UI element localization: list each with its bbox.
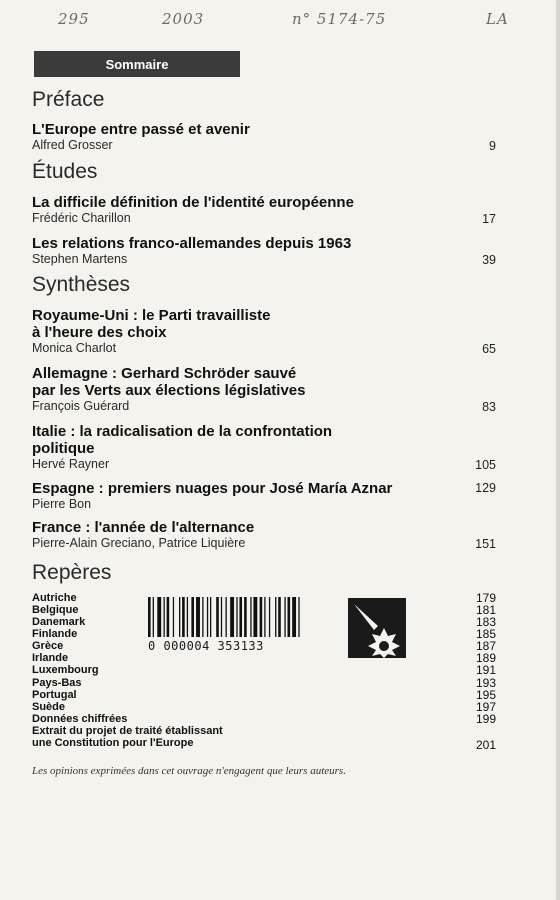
entry-title: Espagne : premiers nuages pour José María Aznar (32, 480, 393, 497)
entry-page: 151 (475, 537, 496, 551)
repere-page: 187 (475, 639, 496, 653)
repere-page: 201 (475, 738, 496, 752)
repere-label: Grèce (32, 640, 64, 652)
entry-author: Pierre-Alain Greciano, Patrice Liquière (32, 536, 246, 550)
footnote: Les opinions exprimées dans cet ouvrage n'engagent que leurs auteurs. (32, 765, 346, 777)
toc-entry[interactable] (32, 519, 496, 551)
entry-title: France : l'année de l'alternance (32, 519, 255, 536)
toc-entry[interactable] (32, 307, 496, 356)
entry-title: L'Europe entre passé et avenir (32, 121, 250, 138)
repere-page: 179 (475, 591, 496, 605)
entry-title-line2: par les Verts aux élections législatives (32, 382, 306, 399)
repere-page: 181 (475, 603, 496, 617)
entry-author: Pierre Bon (32, 497, 92, 511)
toc-entry[interactable] (32, 423, 496, 472)
repere-label: Extrait du projet de traité établissant (32, 725, 223, 737)
entry-page: 83 (482, 400, 496, 414)
handwritten-note-2: 2003 (162, 10, 205, 28)
repere-label: Suède (32, 701, 66, 713)
repere-item[interactable] (32, 689, 496, 701)
entry-page: 105 (475, 458, 496, 472)
entry-title: Royaume-Uni : le Parti travailliste (32, 307, 271, 324)
toc-entry[interactable] (32, 365, 496, 414)
repere-page: 185 (475, 627, 496, 641)
repere-label: Pays-Bas (32, 677, 82, 689)
repere-page: 191 (475, 663, 496, 677)
repere-item[interactable] (32, 677, 496, 689)
entry-author: Hervé Rayner (32, 457, 110, 471)
repere-label: Finlande (32, 628, 78, 640)
entry-author: Frédéric Charillon (32, 211, 131, 225)
section-syntheses: Synthèses (32, 273, 131, 296)
repere-item[interactable] (32, 664, 496, 676)
repere-label: Danemark (32, 616, 86, 628)
page-edge (556, 0, 560, 900)
entry-author: Stephen Martens (32, 252, 128, 266)
entry-title-line2: à l'heure des choix (32, 324, 167, 341)
repere-page: 189 (475, 651, 496, 665)
repere-page: 199 (475, 712, 496, 726)
entry-title: Allemagne : Gerhard Schröder sauvé (32, 365, 297, 382)
handwritten-note-1: 295 (58, 10, 90, 28)
publisher-logo-icon (348, 598, 406, 658)
entry-page: 17 (482, 212, 496, 226)
entry-title-line2: politique (32, 440, 95, 457)
entry-title: Les relations franco-allemandes depuis 1963 (32, 235, 352, 252)
repere-label: Belgique (32, 604, 79, 616)
repere-label: Luxembourg (32, 664, 99, 676)
section-preface: Préface (32, 88, 105, 111)
section-reperes: Repères (32, 561, 112, 584)
toc-entry[interactable] (32, 194, 496, 226)
repere-page: 197 (475, 700, 496, 714)
toc-entry[interactable] (32, 121, 496, 153)
entry-page: 129 (475, 481, 496, 495)
repere-page: 195 (475, 688, 496, 702)
section-etudes: Études (32, 160, 98, 183)
repere-label-line2: une Constitution pour l'Europe (32, 737, 194, 750)
handwritten-note-3: n° 5174-75 (292, 10, 387, 28)
entry-page: 9 (489, 139, 496, 153)
repere-page: 183 (475, 615, 496, 629)
repere-item[interactable] (32, 652, 496, 664)
entry-author: Alfred Grosser (32, 138, 113, 152)
repere-item[interactable] (32, 701, 496, 713)
repere-label: Portugal (32, 689, 77, 701)
sommaire-header: Sommaire (34, 51, 240, 77)
handwritten-note-4: LA (486, 10, 509, 28)
barcode-icon (148, 597, 344, 637)
repere-item[interactable] (32, 640, 496, 652)
barcode-number: 0 000004 353133 (148, 639, 264, 653)
entry-page: 39 (482, 253, 496, 267)
repere-item[interactable] (32, 725, 496, 752)
toc-entry[interactable] (32, 480, 496, 512)
toc-entry[interactable] (32, 235, 496, 267)
entry-page: 65 (482, 342, 496, 356)
entry-title: La difficile définition de l'identité européenne (32, 194, 354, 211)
repere-label: Autriche (32, 592, 77, 604)
repere-page: 193 (475, 676, 496, 690)
entry-author: François Guérard (32, 399, 130, 413)
entry-author: Monica Charlot (32, 341, 117, 355)
entry-title: Italie : la radicalisation de la confrontation (32, 423, 333, 440)
repere-label: Données chiffrées (32, 713, 128, 725)
repere-label: Irlande (32, 652, 69, 664)
repere-item[interactable] (32, 713, 496, 725)
